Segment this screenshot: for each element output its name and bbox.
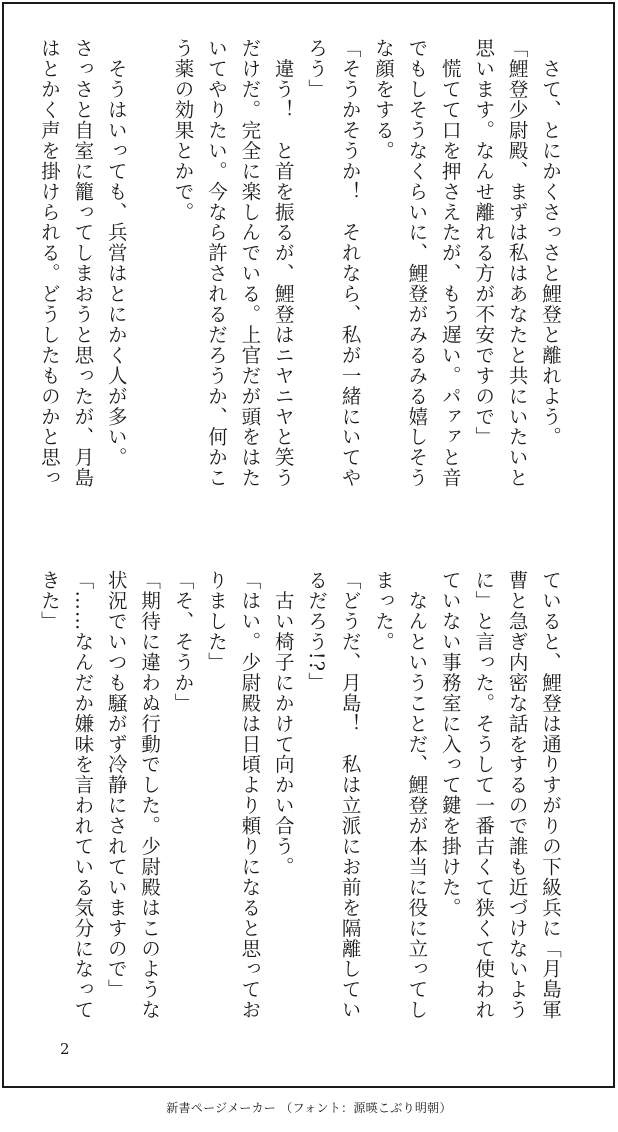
text-block-top — [33, 38, 568, 558]
footer-credit: 新書ページメーカー （フォント：源暎こぶり明朝） — [166, 1101, 452, 1115]
text-line: でもしそうなくらいに、鯉登がみるみる嬉しそう — [405, 38, 429, 488]
text-line: 状況でいつも騒がず冷静にされていますので」 — [104, 570, 128, 1000]
text-line: 思います。なんせ離れる方が不安ですので」 — [472, 38, 496, 447]
text-line — [133, 38, 166, 558]
text-line: いてやりたい。今なら許されるだろうか、何かこ — [204, 38, 228, 488]
text-line: だけだ。完全に楽しんでいる。上官だが頭をはた — [238, 38, 262, 488]
text-line: はとかく声を掛けられる。どうしたものかと思っ — [37, 38, 61, 488]
text-line: 慌てて口を押さえたが、もう遅い。パァァと音 — [438, 38, 462, 488]
text-line: 「そうかそうか！ それなら、私が一緒にいてや — [338, 38, 362, 488]
text-line: ていない事務室に入って鍵を掛けた。 — [438, 570, 462, 918]
text-line: 「はい。少尉殿は日頃より頼りになると思ってお — [238, 570, 262, 1020]
text-line: 「期待に違わぬ行動でした。少尉殿はこのような — [138, 570, 162, 1020]
text-line: 古い椅子にかけて向かい合う。 — [271, 570, 295, 877]
book-page — [2, 2, 615, 1088]
text-line: るだろう!?」 — [305, 570, 329, 693]
text-line: 曹と急ぎ内密な話をするので誰も近づけないよう — [505, 570, 529, 1020]
text-line: う薬の効果とかで。 — [171, 38, 195, 223]
text-block-bottom — [33, 570, 568, 1030]
text-line: に」と言った。そうして一番古くて狭くて使われ — [472, 570, 496, 1020]
text-line: 「そ、そうか」 — [171, 570, 195, 714]
text-line: さっさと自室に籠ってしまおうと思ったが、月島 — [71, 38, 95, 488]
text-line: りました」 — [204, 570, 228, 673]
text-line: まった。 — [371, 570, 395, 652]
text-line: 違う！ と首を振るが、鯉登はニヤニヤと笑う — [271, 38, 295, 488]
text-line: なんということだ、鯉登が本当に役に立ってし — [405, 570, 429, 1020]
text-line: ていると、鯉登は通りすがりの下級兵に「月島軍 — [539, 570, 562, 1020]
text-line: 「どうだ、月島！ 私は立派にお前を隔離してい — [338, 570, 362, 1020]
text-line: な顔をする。 — [371, 38, 395, 161]
text-line: ろう」 — [305, 38, 329, 100]
text-line: そうはいっても、兵営はとにかく人が多い。 — [104, 38, 128, 468]
text-line: 「……なんだか嫌味を言われている気分になって — [71, 570, 95, 1020]
text-line: 「鯉登少尉殿、まずは私はあなたと共にいたいと — [505, 38, 529, 488]
text-line: さて、とにかくさっさと鯉登と離れよう。 — [539, 38, 562, 447]
page-number: 2 — [60, 1040, 70, 1058]
text-line: きた」 — [37, 570, 61, 632]
